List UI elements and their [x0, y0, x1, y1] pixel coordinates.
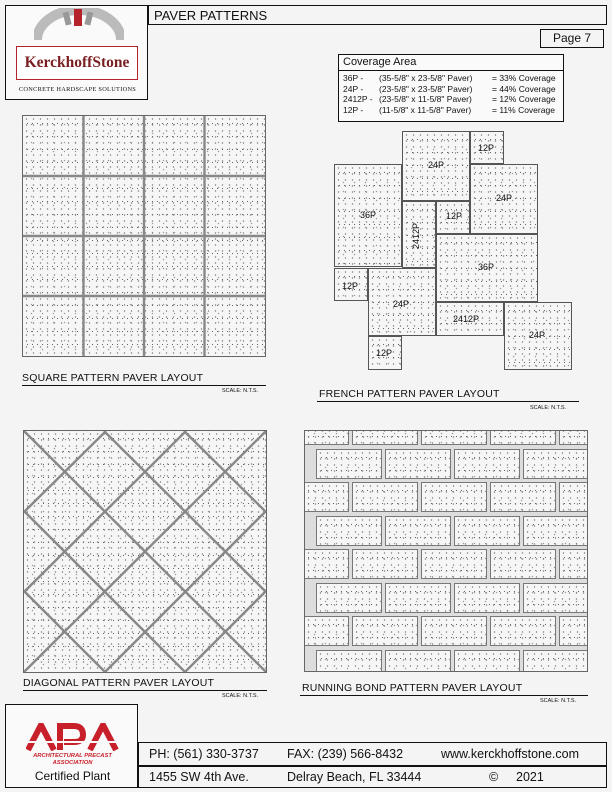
- french-label: 12P: [446, 211, 463, 221]
- running-bond-paver: [385, 449, 451, 479]
- logo-text: KerckhoffStone: [24, 54, 130, 71]
- diagonal-pattern: [23, 430, 267, 673]
- running-bond-paver: [490, 549, 556, 579]
- running-bond-paver: [421, 549, 487, 579]
- running-bond-paver: [352, 549, 418, 579]
- footer-copyright: ©: [489, 770, 499, 784]
- french-caption: FRENCH PATTERN PAVER LAYOUT: [319, 388, 500, 400]
- running-bond-paver: [352, 430, 418, 445]
- running-bond-paver: [304, 549, 349, 579]
- french-label: 2412P: [411, 222, 421, 249]
- footer-website[interactable]: www.kerckhoffstone.com: [441, 747, 580, 761]
- running-bond-paver: [421, 482, 487, 512]
- french-label: 36P: [478, 262, 495, 272]
- apa-letters: [6, 705, 8, 706]
- french-label: 2412P: [453, 314, 480, 324]
- running-bond-paver: [454, 583, 520, 613]
- running-bond-paver: [559, 616, 588, 646]
- running-bond-paver: [490, 430, 556, 445]
- apa-name-line1: ARCHITECTURAL PRECAST: [33, 753, 112, 759]
- footer-fax: FAX: (239) 566-8432: [287, 747, 404, 761]
- running-bond-paver: [316, 516, 382, 546]
- running-bond-paver: [490, 616, 556, 646]
- running-bond-paver: [421, 430, 487, 445]
- running-bond-paver: [523, 516, 588, 546]
- french-label: 12P: [478, 143, 495, 153]
- running-bond-paver: [559, 549, 588, 579]
- square-caption: SQUARE PATTERN PAVER LAYOUT: [22, 372, 204, 384]
- running-bond-paver: [421, 616, 487, 646]
- coverage-rows: [343, 73, 556, 115]
- running-caption: RUNNING BOND PATTERN PAVER LAYOUT: [302, 682, 523, 694]
- footer-contact-row: [138, 742, 607, 766]
- logo-wordmark: [16, 46, 138, 80]
- coverage-row: 12P - (11-5/8" x 11-5/8" Paver) = 11% Coverage: [343, 104, 555, 115]
- french-label: 24P: [529, 330, 546, 340]
- certified-plant: Certified Plant: [34, 769, 111, 783]
- running-bond-paver: [304, 482, 349, 512]
- apa-logo-icon: [26, 723, 120, 751]
- running-bond-paver: [559, 430, 588, 445]
- coverage-table: [338, 54, 564, 122]
- running-bond-paver: [454, 449, 520, 479]
- french-label: 36P: [360, 210, 377, 220]
- running-bond-paver: [316, 583, 382, 613]
- diagonal-caption: DIAGONAL PATTERN PAVER LAYOUT: [23, 677, 215, 689]
- running-bond-paver: [316, 650, 382, 673]
- french-label: 24P: [393, 299, 410, 309]
- footer-address-row: [138, 766, 607, 788]
- french-label: 12P: [342, 281, 359, 291]
- french-scale: SCALE: N.T.S.: [530, 405, 567, 411]
- running-bond-paver: [523, 449, 588, 479]
- page-title: PAVER PATTERNS: [154, 8, 268, 23]
- running-bond-paver: [523, 650, 588, 673]
- running-bond-paver: [454, 650, 520, 673]
- footer-apa-box: [5, 704, 138, 788]
- running-bond-paver: [304, 430, 349, 445]
- coverage-title: Coverage Area: [343, 56, 417, 68]
- coverage-row: 24P - (23-5/8" x 23-5/8" Paver) = 44% Coverage: [343, 83, 556, 94]
- logo-box: [5, 5, 148, 100]
- running-bond-paver: [352, 482, 418, 512]
- running-bond-paver: [385, 583, 451, 613]
- footer-year: 2021: [516, 770, 544, 784]
- footer-phone: PH: (561) 330-3737: [149, 747, 259, 761]
- coverage-row: 36P - (35-5/8" x 23-5/8" Paver) = 33% Coverage: [343, 73, 556, 83]
- french-label: 24P: [428, 160, 445, 170]
- french-pattern: [332, 131, 574, 371]
- french-label: 24P: [496, 193, 513, 203]
- footer-city: Delray Beach, FL 33444: [287, 770, 422, 784]
- running-bond-paver: [490, 482, 556, 512]
- coverage-row: 2412P - (23-5/8" x 11-5/8" Paver) = 12% Coverage: [343, 94, 556, 105]
- running-scale: SCALE: N.T.S.: [540, 698, 577, 704]
- logo-tagline: CONCRETE HARDSCAPE SOLUTIONS: [18, 86, 137, 93]
- running-bond-paver: [454, 516, 520, 546]
- running-bond-paver: [304, 616, 349, 646]
- diagonal-scale: SCALE: N.T.S.: [222, 693, 259, 699]
- running-bond-paver: [385, 650, 451, 673]
- square-pattern: [22, 115, 266, 357]
- running-bond-paver: [352, 616, 418, 646]
- running-bond-pattern: [304, 430, 588, 672]
- square-scale: SCALE: N.T.S.: [222, 388, 259, 394]
- apa-name-line2: ASSOCIATION: [52, 760, 93, 766]
- running-bond-paver: [316, 449, 382, 479]
- footer-address: 1455 SW 4th Ave.: [149, 770, 249, 784]
- page-number-box: [540, 29, 604, 48]
- title-bar: [148, 5, 607, 25]
- logo-arch-icon: [34, 8, 124, 42]
- running-bond-paver: [523, 583, 588, 613]
- page-number: Page 7: [552, 31, 592, 45]
- running-bond-paver: [559, 482, 588, 512]
- running-bond-paver: [385, 516, 451, 546]
- french-label: 12P: [376, 348, 393, 358]
